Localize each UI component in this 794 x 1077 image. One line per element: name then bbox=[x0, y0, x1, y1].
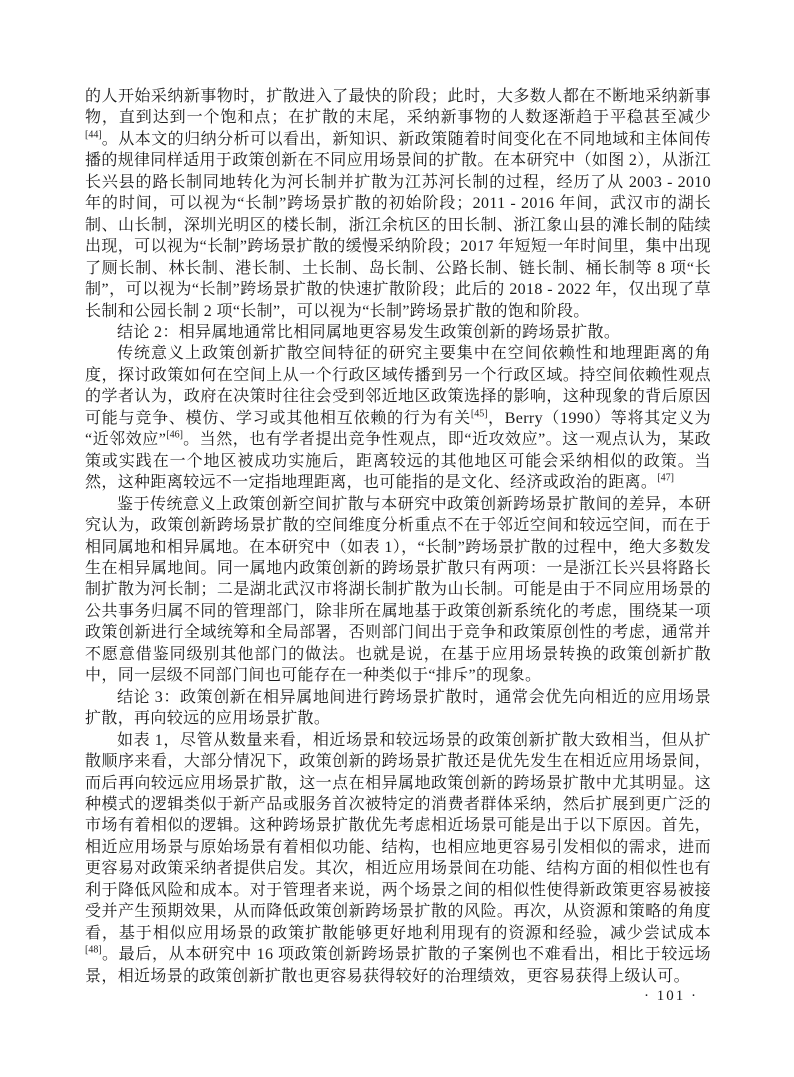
paragraph-spatial-dependence: 传统意义上政策创新扩散空间特征的研究主要集中在空间依赖性和地理距离的角度，探讨政策如何在空间上从一个行政区域传播到另一个行政区域。持空间依赖性观点的学者认为，政府在决策时往往会受到邻近地区政策选择的影响，这种现象的背后原因可能与竞争、模仿、学习或其他相互依赖的行为有关[45]，Berry（1990）等将其定义为“近邻效应”[46]。当然，也有学者提出竞争性观点，即“近攻效应”。这一观点认为，某政策或实践在一个地区被成功实施后，距离较远的其他地区可能会采纳相似的政策。当然，这种距离较远不一定指地理距离，也可能指的是文化、经济或政治的距离。[47] bbox=[85, 345, 711, 492]
page-number: · 101 · bbox=[644, 988, 698, 1004]
citation-superscript: [47] bbox=[657, 472, 674, 484]
citation-superscript: [46] bbox=[166, 429, 183, 441]
citation-superscript: [45] bbox=[470, 408, 488, 420]
conclusion-3-paragraph: 结论 3：政策创新在相异属地间进行跨场景扩散时，通常会优先向相近的应用场景扩散，再向较远的应用场景扩散。 bbox=[85, 688, 711, 728]
conclusion-2-paragraph: 结论 2：相异属地通常比相同属地更容易发生政策创新的跨场景扩散。 bbox=[117, 323, 621, 341]
citation-superscript: [44] bbox=[85, 129, 102, 141]
text-column bbox=[85, 86, 711, 987]
citation-superscript: [48] bbox=[85, 944, 102, 956]
paragraph-same-vs-different-jurisdiction: 鉴于传统意义上政策创新空间扩散与本研究中政策创新跨场景扩散间的差异，本研究认为，政策创新跨场景扩散的空间维度分析重点不在于邻近空间和较远空间，而在于相同属地和相异属地。在本研究中（如表 1），“长制”跨场景扩散的过程中，绝大多数发生在相异属地间。同一属地内政策创新的跨场景扩散只有两项：一是浙江长兴县将路长制扩散为河长制；二是湖北武汉市将湖长制扩散为山长制。可能是由于不同应用场景的公共事务归属不同的管理部门，除非所在属地基于政策创新系统化的考虑，围绕某一项政策创新进行全域统筹和全局部署，否则部门间出于竞争和政策原创性的考虑，通常并不愿意借鉴同级别其他部门的做法。也就是说，在基于应用场景转换的政策创新扩散中，同一层级不同部门间也可能存在一种类似于“排斥”的现象。 bbox=[85, 495, 711, 685]
paragraph-near-scene-priority: 如表 1，尽管从数量来看，相近场景和较远场景的政策创新扩散大致相当，但从扩散顺序来看，大部分情况下，政策创新的跨场景扩散还是优先发生在相近应用场景间，而后再向较远应用场景扩散，这一点在相异属地政策创新的跨场景扩散中尤其明显。这种模式的逻辑类似于新产品或服务首次被特定的消费者群体采纳，然后扩展到更广泛的市场有着相似的逻辑。这种跨场景扩散优先考虑相近场景可能是出于以下原因。首先，相近应用场景与原始场景有着相似功能、结构，也相应地更容易引发相似的需求，进而更容易对政策采纳者提供启发。其次，相近应用场景间在功能、结构方面的相似性也有利于降低风险和成本。对于管理者来说，两个场景之间的相似性使得新政策更容易被接受并产生预期效果，从而降低政策创新跨场景扩散的风险。再次，从资源和策略的角度看，基于相似应用场景的政策扩散能够更好地利用现有的资源和经验，减少尝试成本[48]。最后，从本研究中 16 项政策创新跨场景扩散的子案例也不难看出，相比于较远场景，相近场景的政策创新扩散也更容易获得较好的治理绩效，更容易获得上级认可。 bbox=[85, 731, 711, 985]
continued-paragraph-diffusion-stages: 的人开始采纳新事物时，扩散进入了最快的阶段；此时，大多数人都在不断地采纳新事物，直到达到一个饱和点；在扩散的末尾，采纳新事物的人数逐渐趋于平稳甚至减少[44]。从本文的归纳分析可以看出，新知识、新政策随着时间变化在不同地域和主体间传播的规律同样适用于政策创新在不同应用场景间的扩散。在本研究中（如图 2），从浙江长兴县的路长制同地转化为河长制并扩散为江苏河长制的过程，经历了从 2003 - 2010 年的时间，可以视为“长制”跨场景扩散的初始阶段；2011 - 2016 年间，武汉市的湖长制、山长制，深圳光明区的楼长制，浙江余杭区的田长制、浙江象山县的滩长制的陆续出现，可以视为“长制”跨场景扩散的缓慢采纳阶段；2017 年短短一年时间里，集中出现了厕长制、林长制、港长制、土长制、岛长制、公路长制、链长制、桶长制等 8 项“长制”，可以视为“长制”跨场景扩散的快速扩散阶段；此后的 2018 - 2022 年，仅出现了草长制和公园长制 2 项“长制”，可以视为“长制”跨场景扩散的饱和阶段。 bbox=[85, 88, 712, 320]
